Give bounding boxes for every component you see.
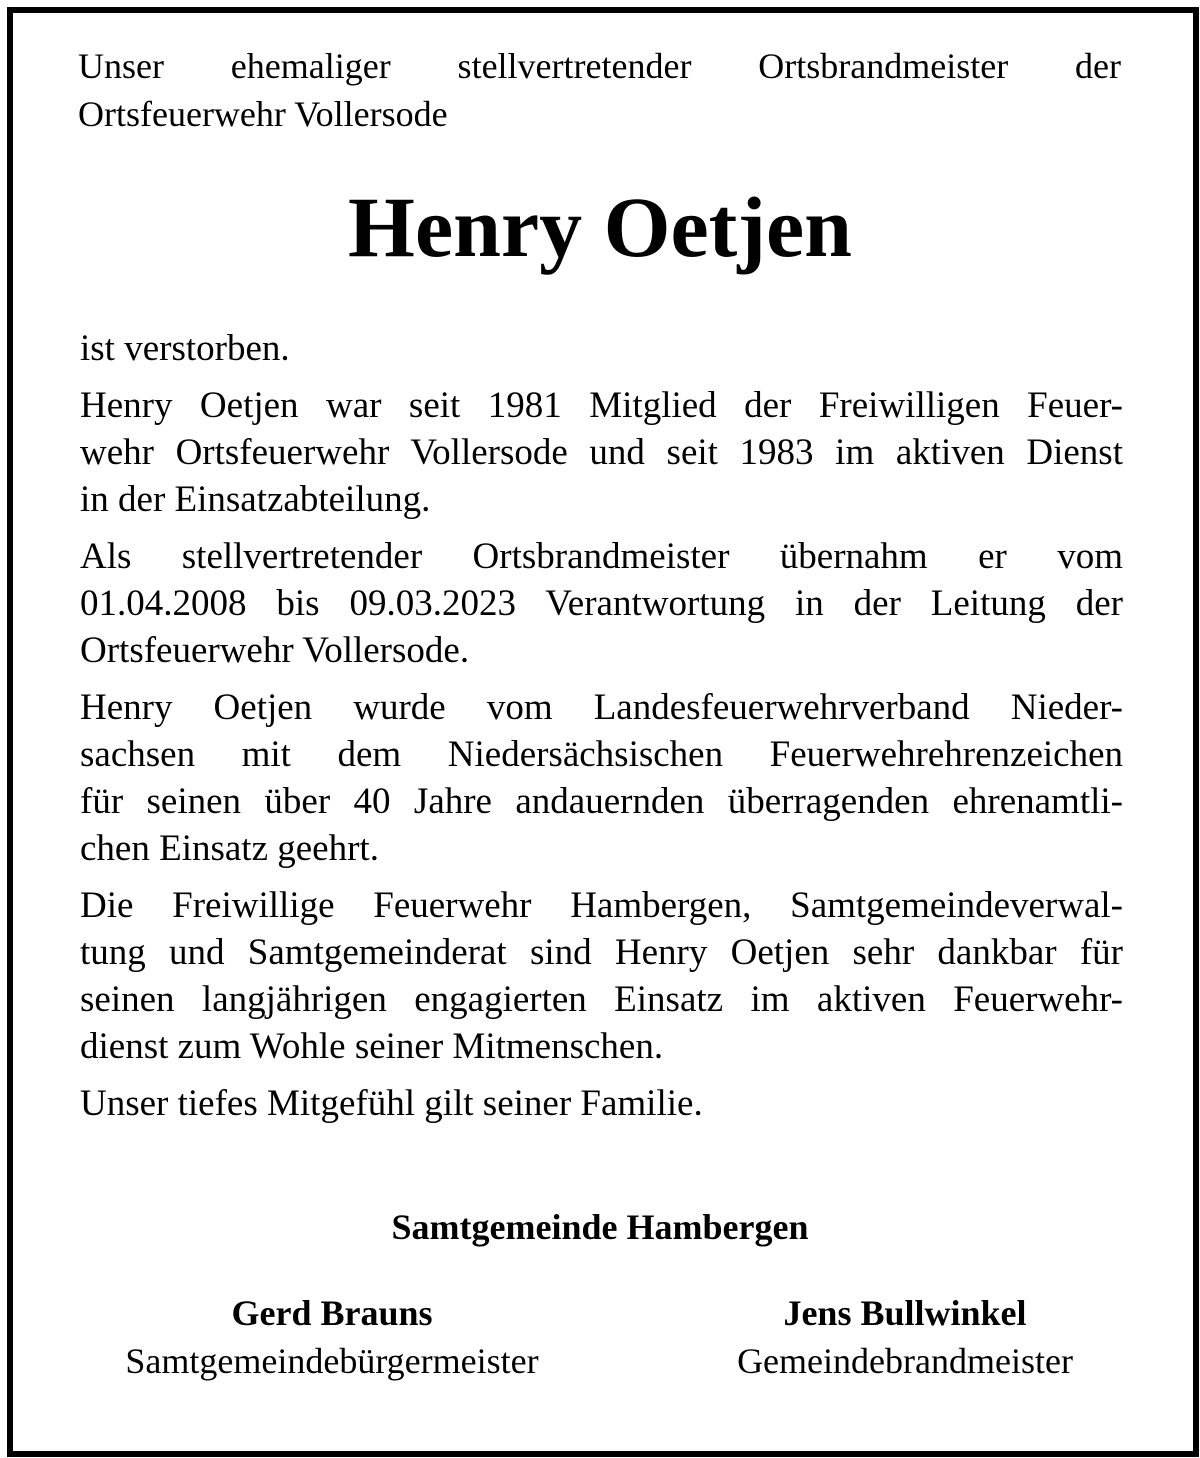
organization-name: Samtgemeinde Hambergen [391, 1207, 809, 1247]
intro-text [78, 42, 1121, 138]
signatory-right [625, 1289, 1185, 1385]
signatory-title: Gemeindebrandmeister [737, 1341, 1073, 1381]
text-line: sachsen mit dem Niedersächsischen Feuerwehrehrenzeichen [80, 734, 1123, 775]
text-line: Als stellvertretender Ortsbrandmeister übernahm er vom [80, 536, 1123, 577]
paragraph-membership [80, 382, 1123, 523]
text-line: Henry Oetjen wurde vom Landesfeuerwehrverband Nieder- [80, 687, 1123, 728]
text-line: tung und Samtgemeinderat sind Henry Oetjen sehr dankbar für [80, 932, 1123, 973]
paragraph-leadership [80, 533, 1123, 674]
paragraph-death [80, 325, 1123, 372]
text-line: wehr Ortsfeuerwehr Vollersode und seit 1983 im aktiven Dienst [80, 432, 1123, 473]
text-line: ist verstorben. [80, 328, 290, 369]
intro-line: Ortsfeuerwehr Vollersode [78, 94, 448, 134]
text-line: in der Einsatzabteilung. [80, 479, 431, 520]
text-line: Die Freiwillige Feuerwehr Hambergen, Samtgemeindeverwal- [80, 885, 1123, 926]
text-line: Henry Oetjen war seit 1981 Mitglied der Freiwilligen Feuer- [80, 385, 1123, 426]
text-line: chen Einsatz geehrt. [80, 828, 379, 869]
text-line: für seinen über 40 Jahre andauernden überragenden ehrenamtli- [80, 781, 1123, 822]
signatory-name: Jens Bullwinkel [783, 1293, 1027, 1333]
text-line: 01.04.2008 bis 09.03.2023 Verantwortung in der Leitung der [80, 583, 1123, 624]
text-line: seinen langjährigen engagierten Einsatz im aktiven Feuerwehr- [80, 979, 1123, 1020]
intro-line: Unser ehemaliger stellvertretender Ortsbrandmeister der [78, 46, 1121, 86]
signatory-left [52, 1289, 612, 1385]
deceased-name: Henry Oetjen [348, 179, 852, 275]
text-line: dienst zum Wohle seiner Mitmenschen. [80, 1026, 664, 1067]
notice-body [80, 325, 1123, 1137]
signatory-name: Gerd Brauns [231, 1293, 433, 1333]
text-line: Unser tiefes Mitgefühl gilt seiner Familie. [80, 1083, 703, 1124]
paragraph-honor [80, 684, 1123, 872]
paragraph-gratitude [80, 882, 1123, 1070]
text-line: Ortsfeuerwehr Vollersode. [80, 630, 470, 671]
signatory-title: Samtgemeindebürgermeister [125, 1341, 539, 1381]
paragraph-condolence [80, 1080, 1123, 1127]
